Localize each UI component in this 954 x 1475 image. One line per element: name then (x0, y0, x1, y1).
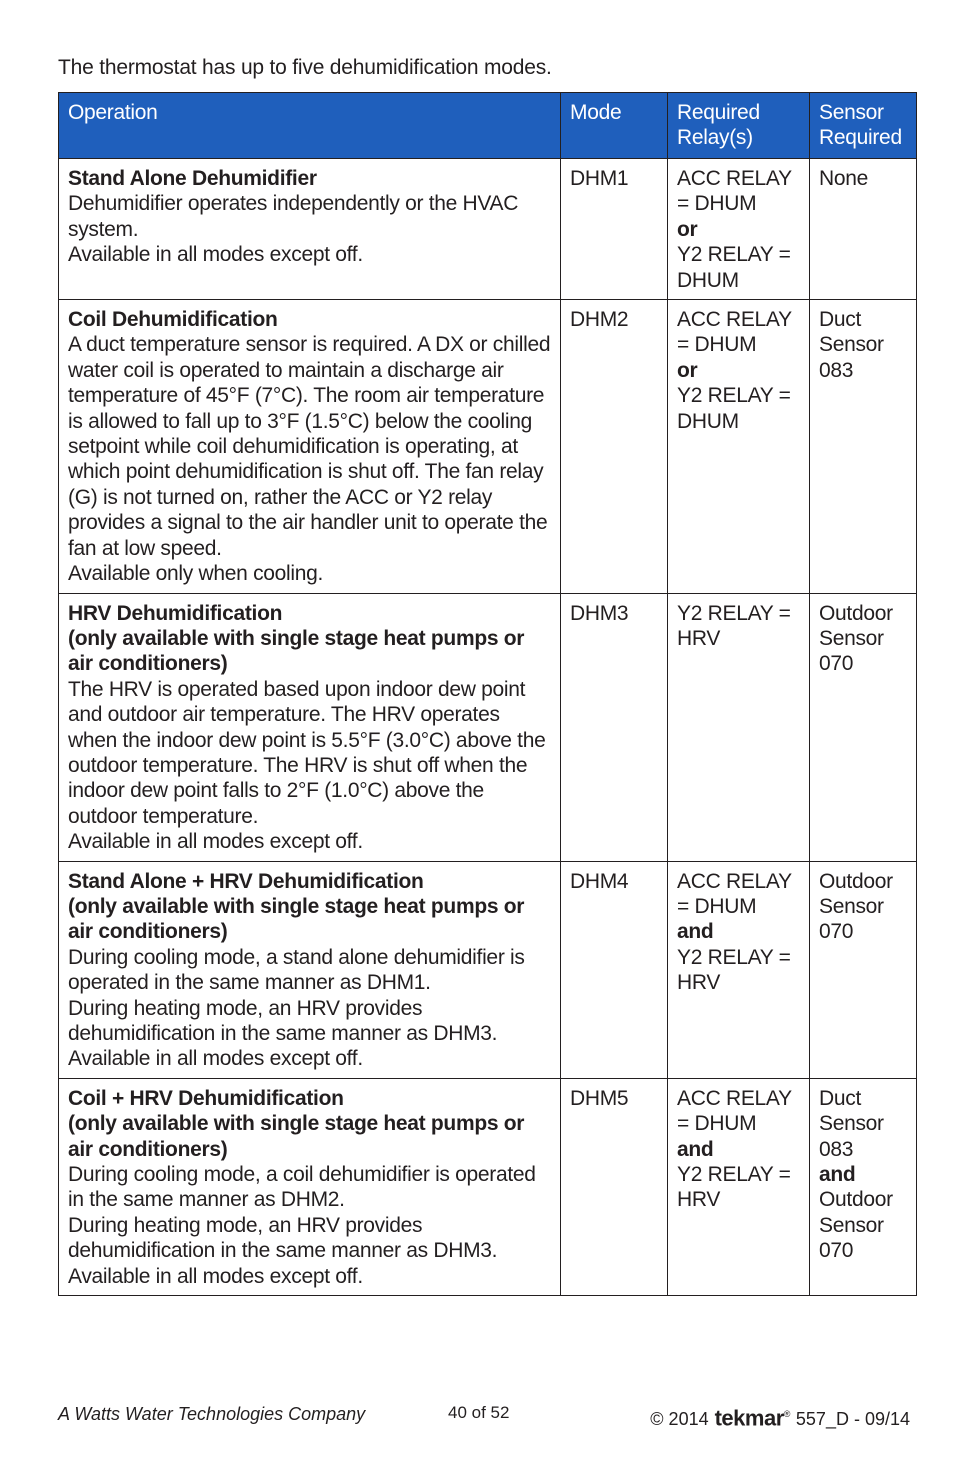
header-required-relays: Required Relay(s) (668, 93, 810, 159)
relay-conjunction: or (677, 217, 698, 241)
relay-secondary: Y2 RELAY = DHUM (677, 384, 791, 433)
relay-secondary: Y2 RELAY = DHUM (677, 243, 791, 292)
sensor-secondary: Outdoor Sensor 070 (819, 1188, 893, 1263)
relay-primary: ACC RELAY = DHUM (677, 869, 792, 918)
operation-availability: Available in all modes except off. (68, 830, 363, 854)
operation-description-2: During heating mode, an HRV provides dehumidification in the same manner as DHM3. (68, 996, 498, 1045)
relay-cell (668, 300, 810, 593)
table-header-row (59, 93, 917, 159)
dehumidification-modes-table (58, 92, 917, 1296)
operation-cell (59, 1078, 561, 1295)
footer-page-number: 40 of 52 (448, 1403, 510, 1422)
table-row (59, 1078, 917, 1295)
table-row (59, 300, 917, 593)
operation-description: Dehumidifier operates independently or the HVAC system. (68, 192, 519, 241)
operation-cell (59, 861, 561, 1078)
relay-conjunction: or (677, 358, 698, 382)
sensor-cell (810, 1078, 917, 1295)
relay-cell (668, 593, 810, 861)
relay-primary: ACC RELAY = DHUM (677, 308, 792, 357)
relay-primary: ACC RELAY = DHUM (677, 1086, 792, 1136)
sensor-cell (810, 593, 917, 861)
footer-document-code: 557_D - 09/14 (795, 1409, 910, 1430)
sensor-cell (810, 861, 917, 1078)
mode-cell: DHM2 (561, 300, 668, 593)
intro-text: The thermostat has up to five dehumidification modes. (58, 56, 552, 79)
operation-availability: Available in all modes except off. (68, 1264, 363, 1288)
relay-cell (668, 861, 810, 1078)
tekmar-logo (715, 1403, 790, 1429)
header-operation: Operation (59, 93, 561, 159)
operation-availability: Available in all modes except off. (68, 243, 363, 267)
relay-primary: Y2 RELAY = HRV (677, 601, 791, 650)
operation-title: Stand Alone + HRV Dehumidification (68, 869, 424, 893)
operation-subtitle: (only available with single stage heat pumps or air conditioners) (68, 894, 525, 944)
operation-subtitle: (only available with single stage heat pumps or air conditioners) (68, 626, 525, 676)
table-row (59, 593, 917, 861)
sensor-primary: Outdoor Sensor 070 (819, 601, 893, 676)
brand-text: tekmar (714, 1405, 784, 1431)
mode-cell: DHM5 (561, 1078, 668, 1295)
relay-secondary: Y2 RELAY = HRV (677, 945, 791, 995)
footer-right (650, 1403, 910, 1430)
operation-description: During cooling mode, a coil dehumidifier is operated in the same manner as DHM2. (68, 1163, 536, 1212)
relay-cell (668, 1078, 810, 1295)
table-row (59, 159, 917, 300)
operation-title: Stand Alone Dehumidifier (68, 167, 317, 190)
relay-secondary: Y2 RELAY = HRV (677, 1163, 791, 1212)
sensor-cell (810, 300, 917, 593)
operation-cell (59, 159, 561, 300)
sensor-conjunction: and (819, 1163, 856, 1187)
operation-title: Coil Dehumidification (68, 308, 278, 332)
footer-company: A Watts Water Technologies Company (58, 1404, 366, 1424)
operation-title: HRV Dehumidification (68, 601, 283, 625)
header-sensor-required: Sensor Required (810, 93, 917, 159)
header-mode: Mode (561, 93, 668, 159)
footer-copyright: © 2014 (650, 1409, 709, 1430)
registered-mark: ® (783, 1409, 790, 1419)
mode-cell: DHM3 (561, 593, 668, 861)
operation-availability: Available in all modes except off. (68, 1047, 363, 1071)
sensor-primary: Outdoor Sensor 070 (819, 869, 893, 944)
operation-description: The HRV is operated based upon indoor dew point and outdoor air temperature. The HRV operates when the indoor dew point is 5.5°F (3.0°C) above the outdoor temperature. The HRV is shut off when the indoor dew point falls to 2°F (1.0°C) above the outdoor temperature. (68, 677, 546, 828)
sensor-primary: None (819, 167, 869, 190)
operation-description: During cooling mode, a stand alone dehumidifier is operated in the same manner as DHM1. (68, 945, 525, 995)
sensor-primary: Duct Sensor 083 (819, 1086, 884, 1161)
operation-description: A duct temperature sensor is required. A DX or chilled water coil is operated to maintain a discharge air temperature of 45°F (7°C). The room air temperature is allowed to fall up to 3°F (1.5°C) below the cooling setpoint while coil dehumidification is operating, at which point dehumidification is shut off. The fan relay (G) is not turned on, rather the ACC or Y2 relay provides a signal to the air handler unit to operate the fan at low speed. (68, 333, 551, 560)
table-row (59, 861, 917, 1078)
operation-subtitle: (only available with single stage heat pumps or air conditioners) (68, 1112, 525, 1161)
relay-conjunction: and (677, 920, 714, 944)
relay-primary: ACC RELAY = DHUM (677, 167, 792, 216)
mode-cell: DHM1 (561, 159, 668, 300)
operation-availability: Available only when cooling. (68, 562, 324, 586)
sensor-primary: Duct Sensor 083 (819, 308, 884, 382)
mode-cell: DHM4 (561, 861, 668, 1078)
operation-cell (59, 593, 561, 861)
operation-title: Coil + HRV Dehumidification (68, 1086, 344, 1110)
operation-cell (59, 300, 561, 593)
operation-description-2: During heating mode, an HRV provides dehumidification in the same manner as DHM3. (68, 1213, 498, 1263)
relay-cell (668, 159, 810, 300)
relay-conjunction: and (677, 1137, 714, 1161)
sensor-cell (810, 159, 917, 300)
